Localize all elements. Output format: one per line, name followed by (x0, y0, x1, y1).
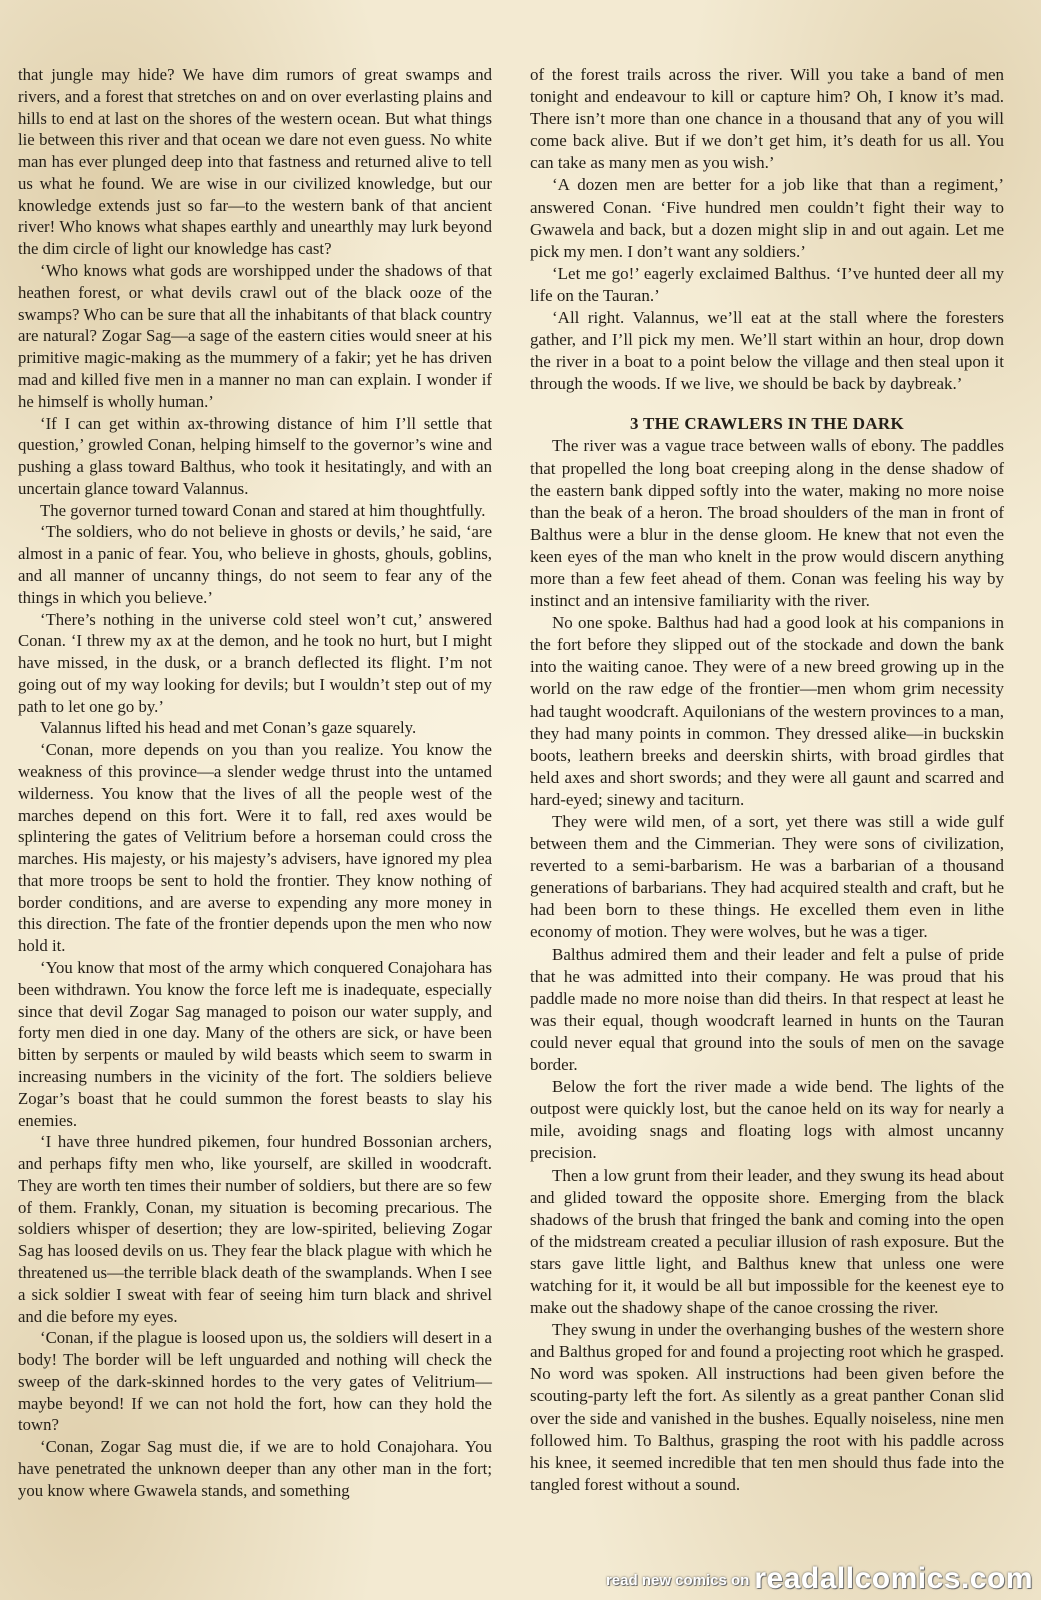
paragraph: The governor turned toward Conan and stared at him thoughtfully. (40, 500, 486, 520)
paragraph: ‘Who knows what gods are worshipped under the shadows of that heathen forest, or what devils crawl out of the black ooze of the swamps? Who can be sure that all the inhabitants of that black country are natural? Zogar Sag—a sage of the eastern cities would sneer at his primitive magic-making as the mummery of a fakir; yet he has driven mad and killed five men in a manner no man can explain. I wonder if he himself is wholly human.’ (18, 261, 492, 411)
paragraph: ‘The soldiers, who do not believe in ghosts or devils,’ he said, ‘are almost in a panic of fear. You, who believe in ghosts, ghouls, goblins, and all manner of uncanny things, do not seem to fear any of the things in which you believe.’ (18, 522, 492, 607)
paragraph: Valannus lifted his head and met Conan’s gaze squarely. (40, 718, 417, 738)
paragraph: ‘A dozen men are better for a job like that than a regiment,’ answered Conan. ‘Five hundred men couldn’t fight their way to Gwawela and back, but a dozen might slip in and out again. Let me pick my men. I don’t want any soldiers.’ (530, 175, 1004, 261)
chapter-heading: 3 THE CRAWLERS IN THE DARK (629, 414, 905, 434)
paragraph: ‘If I can get within ax-throwing distance of him I’ll settle that question,’ growled Conan, helping himself to the governor’s wine and pushing a glass toward Balthus, who took it hesitatingly, and with an uncertain glance toward Valannus. (18, 413, 492, 498)
paragraph: The river was a vague trace between walls of ebony. The paddles that propelled the long boat creeping along in the dense shadow of the eastern bank dipped softly into the water, making no more noise than the beak of a heron. The broad shoulders of the man in front of Balthus were a blur in the dense gloom. He knew that not even the keen eyes of the man who knelt in the prow would discern anything more than a few feet ahead of them. Conan was feeling his way by instinct and an intensive familiarity with the river. (530, 436, 1004, 611)
watermark-tagline: read new comics on (605, 1572, 750, 1589)
paragraph: They were wild men, of a sort, yet there was still a wide gulf between them and the Cimmerian. They were sons of civilization, reverted to a semi-barbarism. He was a barbarian of a thousand generations of barbarians. They had acquired stealth and craft, but he had been born to these things. He excelled them even in lithe economy of motion. They were wolves, but he was a tiger. (530, 812, 1004, 942)
paragraph: ‘There’s nothing in the universe cold steel won’t cut,’ answered Conan. ‘I threw my ax at the demon, and he took no hurt, but I might have missed, in the dusk, or a branch deflected its flight. I’m not going out of my way looking for devils; but I wouldn’t step out of my path to let one go by.’ (18, 609, 492, 716)
paragraph: ‘Conan, if the plague is loosed upon us, the soldiers will desert in a body! The border will be left unguarded and nothing will check the sweep of the dark-skinned hordes to the very gates of Velitrium—maybe beyond! If we can not hold the fort, how can they hold the town? (18, 1328, 492, 1435)
paragraph: that jungle may hide? We have dim rumors of great swamps and rivers, and a forest that stretches on and on over everlasting plains and hills to end at last on the shores of the western ocean. But what things lie between this river and that ocean we dare not even guess. No white man has ever plunged deep into that fastness and returned alive to tell us what he found. We are wise in our civilized knowledge, but our knowledge extends just so far—to the western bank of that ancient river! Who knows what shapes earthly and unearthly may lurk beyond the dim circle of light our knowledge has cast? (18, 65, 492, 259)
paragraph: ‘Conan, more depends on you than you realize. You know the weakness of this province—a slender wedge thrust into the untamed wilderness. You know that the lives of all the people west of the marches depend on this fort. Were it to fall, red axes would be splintering the gates of Velitrium before a horseman could cross the marches. His majesty, or his majesty’s advisers, have ignored my plea that more troops be sent to hold the frontier. They know nothing of border conditions, and are averse to expending any more money in this direction. The fate of the frontier depends upon the men who now hold it. (18, 740, 492, 956)
paragraph: ‘I have three hundred pikemen, four hundred Bossonian archers, and perhaps fifty men who, like yourself, are skilled in woodcraft. They are worth ten times their number of soldiers, but there are so few of them. Frankly, Conan, my situation is becoming precarious. The soldiers whisper of desertion; they are low-spirited, believing Zogar Sag has loosed devils on us. They fear the black plague with which he threatened us—the terrible black death of the swamplands. When I see a sick soldier I sweat with fear of seeing him turn black and shrivel and die before my eyes. (18, 1132, 492, 1326)
site-watermark[interactable] (606, 1562, 1033, 1596)
paragraph: No one spoke. Balthus had had a good look at his companions in the fort before they slipped out of the stockade and down the bank into the waiting canoe. They were of a new breed growing up in the world on the raw edge of the frontier—men whom grim necessity had taught woodcraft. Aquilonians of the western provinces to a man, they had many points in common. They dressed alike—in buckskin boots, leathern breeks and deerskin shirts, with broad girdles that held axes and short swords; and they were all gaunt and scarred and hard-eyed; sinewy and taciturn. (530, 613, 1004, 809)
paragraph: ‘All right. Valannus, we’ll eat at the stall where the foresters gather, and I’ll pick my men. We’ll start within an hour, drop down the river in a boat to a point below the village and then steal upon it through the woods. If we live, we should be back by daybreak.’ (530, 308, 1004, 394)
paragraph: ‘Let me go!’ eagerly exclaimed Balthus. ‘I’ve hunted deer all my life on the Tauran.’ (530, 263, 1004, 305)
paragraph: Below the fort the river made a wide bend. The lights of the outpost were quickly lost, but the canoe held on its way for nearly a mile, avoiding snags and floating logs with almost uncanny precision. (530, 1077, 1004, 1163)
paragraph: ‘Conan, Zogar Sag must die, if we are to hold Conajohara. You have penetrated the unknown deeper than any other man in the fort; you know where Gwawela stands, and something (18, 1437, 492, 1500)
paragraph: Then a low grunt from their leader, and they swung its head about and glided toward the opposite shore. Emerging from the black shadows of the brush that fringed the bank and coming into the open of the midstream created a peculiar illusion of rash exposure. But the stars gave little light, and Balthus knew that unless one were watching for it, it would be all but impossible for the keenest eye to make out the shadowy shape of the canoe crossing the river. (530, 1165, 1004, 1318)
right-text-column (530, 64, 1004, 1496)
paragraph: Balthus admired them and their leader and felt a pulse of pride that he was admitted into their company. He was proud that his paddle made no more noise than did theirs. In that respect at least he was their equal, though woodcraft learned in hunts on the Tauran could never equal that ground into the souls of men on the savage border. (530, 944, 1004, 1075)
paragraph: ‘You know that most of the army which conquered Conajohara has been withdrawn. You know the force left me is inadequate, especially since that devil Zogar Sag managed to poison our water supply, and forty men died in one day. Many of the others are sick, or have been bitten by serpents or mauled by wild beasts which seem to swarm in increasing numbers in the vicinity of the fort. The soldiers believe Zogar’s boast that he could summon the forest beasts to slay his enemies. (18, 958, 492, 1130)
left-text-column (18, 64, 492, 1502)
paragraph: of the forest trails across the river. Will you take a band of men tonight and endeavour to kill or capture him? Oh, I know it’s mad. There isn’t more than one chance in a thousand that any of you will come back alive. But if we don’t get him, it’s death for us all. You can take as many men as you wish.’ (530, 65, 1004, 173)
watermark-site: readallcomics.com (754, 1562, 1033, 1595)
paragraph: They swung in under the overhanging bushes of the western shore and Balthus groped for and found a projecting root which he grasped. No word was spoken. All instructions had been given before the scouting-party left the fort. As silently as a great panther Conan slid over the side and vanished in the bushes. Equally noiseless, nine men followed him. To Balthus, grasping the root with his paddle across his knee, it seemed incredible that ten men should thus fade into the tangled forest without a sound. (530, 1320, 1004, 1494)
